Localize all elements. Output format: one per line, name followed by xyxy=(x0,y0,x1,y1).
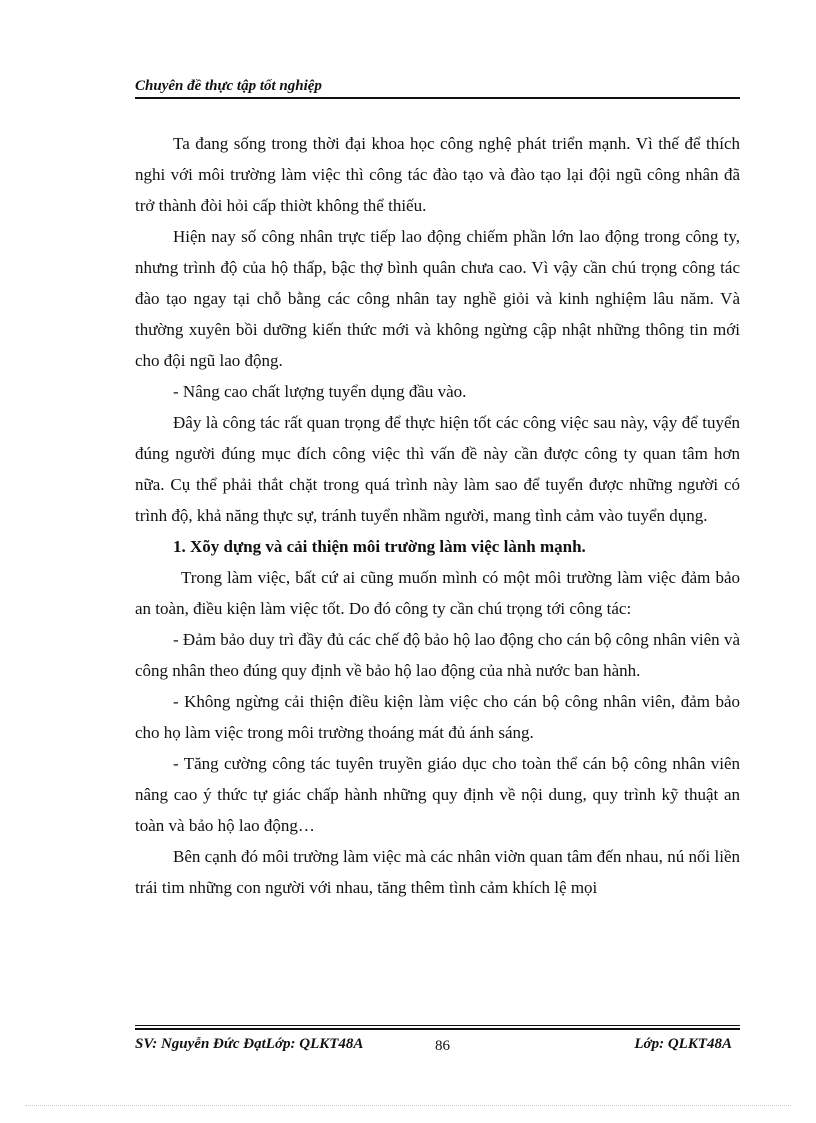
paragraph-2: Hiện nay số công nhân trực tiếp lao động chiếm phần lớn lao động trong công ty, nhưng trình độ của hộ thấp, bậc thợ bình quân chưa cao. Vì vậy cần chú trọng công tác đào tạo ngay tại chỗ bằng các công nhân tay nghề giỏi và kinh nghiệm lâu năm. Và thường xuyên bồi dưỡng kiến thức mới và không ngừng cập nhật những thông tin mới cho đội ngũ lao động. xyxy=(135,227,740,370)
footer-rule-thick xyxy=(135,1028,740,1030)
bullet-safety: - Đảm bảo duy trì đầy đủ các chế độ bảo hộ lao động cho cán bộ công nhân viên và công nhân theo đúng quy định về bảo hộ lao động của nhà nước ban hành. xyxy=(135,630,740,680)
footer-student: SV: Nguyễn Đức ĐạtLớp: QLKT48A xyxy=(135,1036,364,1052)
footer-row xyxy=(135,1033,740,1055)
bullet-education: - Tăng cường công tác tuyên truyền giáo dục cho toàn thể cán bộ công nhân viên nâng cao ý thức tự giác chấp hành những quy định về nội dung, quy trình kỹ thuật an toàn và bảo hộ lao động… xyxy=(135,754,740,835)
header-rule xyxy=(135,97,740,99)
section-heading: 1. Xõy dựng và cải thiện môi trường làm việc lành mạnh. xyxy=(173,537,586,556)
paragraph-5: Bên cạnh đó môi trường làm việc mà các nhân viờn quan tâm đến nhau, nú nối liền trái tim những con người với nhau, tăng thêm tình cảm khích lệ mọi xyxy=(135,847,740,897)
bullet-conditions: - Không ngừng cải thiện điều kiện làm việc cho cán bộ công nhân viên, đảm bảo cho họ làm việc trong môi trường thoáng mát đủ ánh sáng. xyxy=(135,692,740,742)
footer-class: Lớp: QLKT48A xyxy=(634,1036,732,1052)
header-title: Chuyên đề thực tập tốt nghiệp xyxy=(135,78,322,94)
paragraph-4: Trong làm việc, bất cứ ai cũng muốn mình có một môi trường làm việc đảm bảo an toàn, điều kiện làm việc tốt. Do đó công ty cần chú trọng tới công tác: xyxy=(135,568,740,618)
paragraph-1: Ta đang sống trong thời đại khoa học công nghệ phát triển mạnh. Vì thế để thích nghi với môi trường làm việc thì công tác đào tạo và đào tạo lại đội ngũ công nhân đã trở thành đòi hỏi cấp thiờt không thể thiếu. xyxy=(135,134,740,215)
bullet-recruitment: - Nâng cao chất lượng tuyển dụng đầu vào. xyxy=(173,382,467,401)
paragraph-3: Đây là công tác rất quan trọng để thực hiện tốt các công việc sau này, vậy để tuyển đúng người đúng mục đích công việc thì vấn đề này cần được công ty quan tâm hơn nữa. Cụ thể phải thắt chặt trong quá trình này làm sao để tuyển được những người có trình độ, khả năng thực sự, tránh tuyển nhầm người, mang tình cảm vào tuyển dụng. xyxy=(135,413,740,525)
footer-rule-thin xyxy=(135,1025,740,1026)
page-bottom-border xyxy=(25,1105,791,1106)
document-body xyxy=(135,128,740,903)
page-footer xyxy=(135,1025,740,1055)
page-number: 86 xyxy=(435,1038,450,1054)
page-header xyxy=(135,76,740,99)
